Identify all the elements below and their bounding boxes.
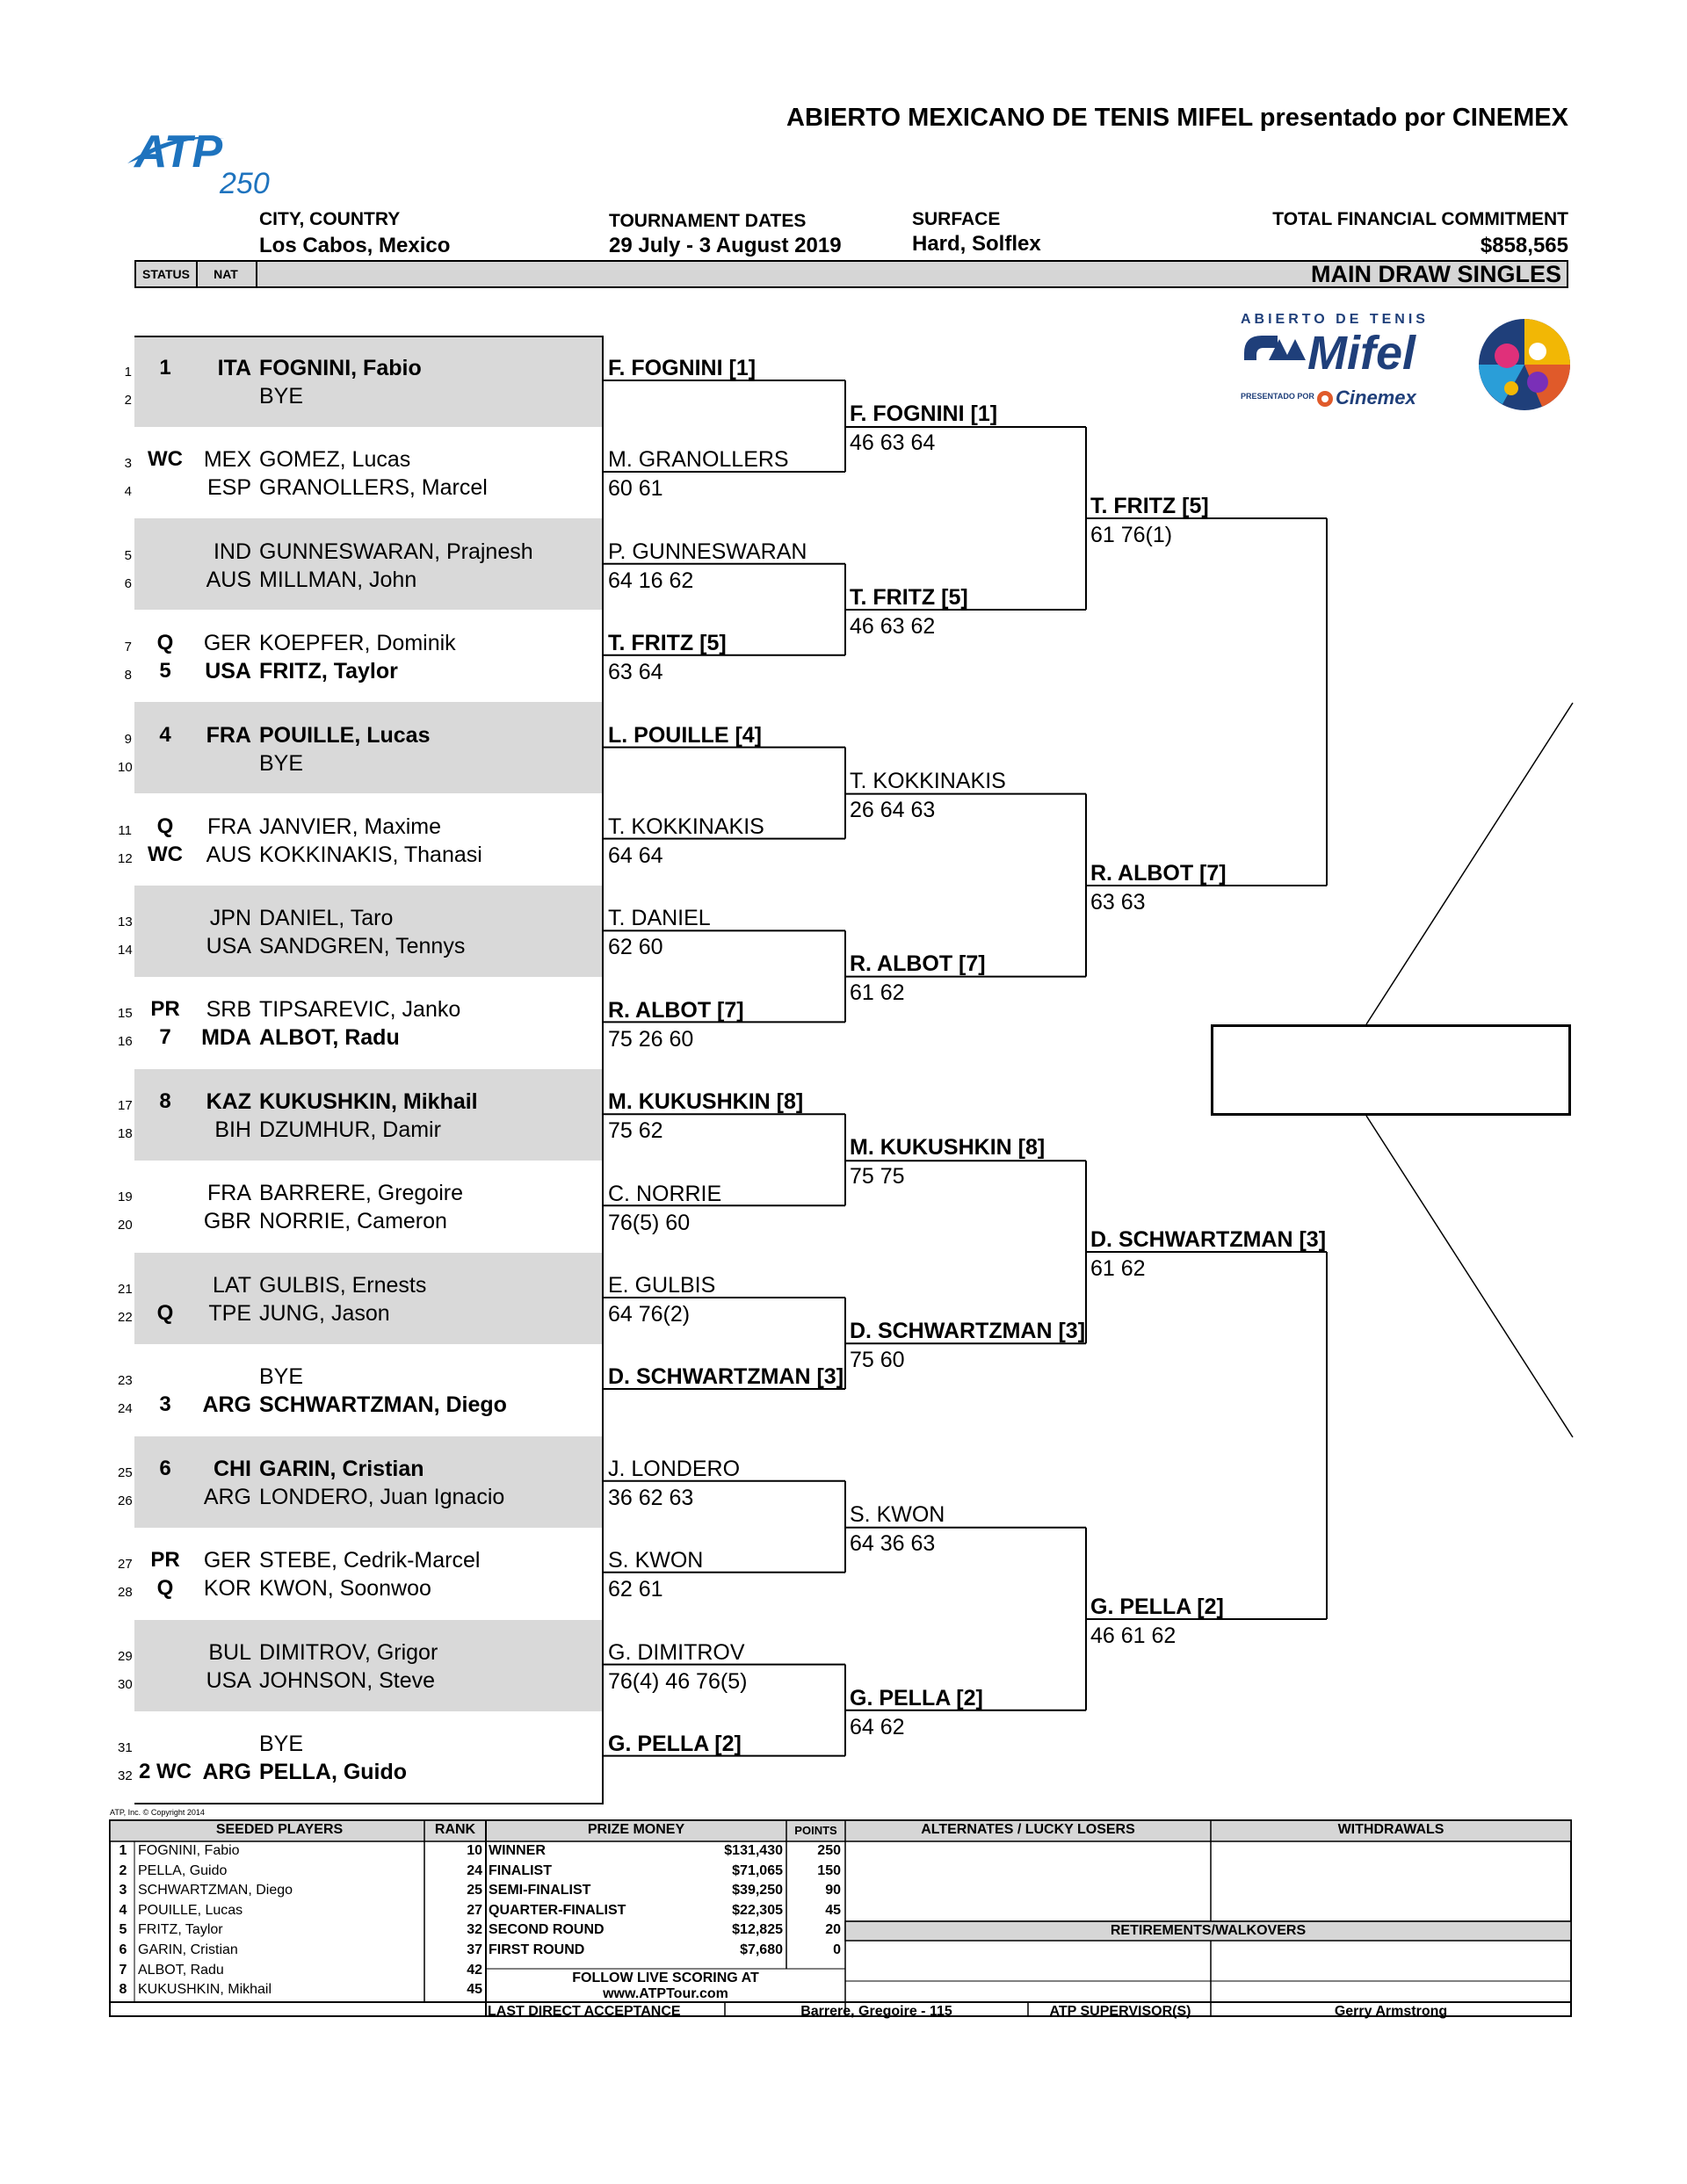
- prize-round: WINNER: [489, 1843, 546, 1858]
- player-name: GOMEZ, Lucas: [259, 447, 411, 472]
- prize-points: 45: [825, 1902, 841, 1918]
- r2-score: 61 62: [850, 980, 905, 1006]
- seed-player-name: PELLA, Guido: [138, 1862, 228, 1878]
- player-nat: USA: [206, 1667, 251, 1693]
- r2-score: 46 63 62: [850, 613, 936, 639]
- seed-rank: 27: [467, 1902, 482, 1918]
- draw-position: 8: [124, 667, 132, 683]
- player-nat: SRB: [206, 997, 251, 1023]
- prize-money: $39,250: [732, 1883, 783, 1898]
- draw-position: 18: [118, 1126, 133, 1142]
- draw-position: 7: [124, 639, 132, 654]
- draw-position: 24: [118, 1401, 133, 1416]
- player-nat: FRA: [207, 814, 251, 839]
- player-nat: FRA: [206, 722, 251, 748]
- player-name: BARRERE, Gregoire: [259, 1181, 464, 1206]
- player-name: GARIN, Cristian: [259, 1456, 424, 1481]
- prize-points: 0: [833, 1942, 841, 1957]
- r1-score: 63 64: [608, 660, 663, 685]
- player-name: TIPSAREVIC, Janko: [259, 997, 461, 1023]
- player-status: 7: [159, 1025, 171, 1050]
- player-name: KWON, Soonwoo: [259, 1575, 431, 1601]
- r2-winner: D. SCHWARTZMAN [3]: [850, 1319, 1086, 1343]
- r1-winner: R. ALBOT [7]: [608, 997, 744, 1023]
- r2-score: 26 64 63: [850, 797, 936, 822]
- player-nat: MEX: [203, 447, 251, 472]
- seed-number: 4: [119, 1902, 127, 1918]
- draw-position: 30: [118, 1676, 133, 1692]
- player-status: 6: [159, 1456, 171, 1480]
- draw-position: 32: [118, 1768, 133, 1783]
- player-name: NORRIE, Cameron: [259, 1209, 447, 1234]
- player-name: JANVIER, Maxime: [259, 814, 441, 839]
- r2-winner: M. KUKUSHKIN [8]: [850, 1135, 1046, 1161]
- draw-position: 23: [118, 1373, 133, 1388]
- player-nat: ITA: [217, 356, 251, 380]
- draw-position: 10: [118, 759, 133, 775]
- r1-winner: M. GRANOLLERS: [608, 447, 789, 473]
- player-name: PELLA, Guido: [259, 1759, 408, 1784]
- player-name: FOGNINI, Fabio: [259, 356, 422, 380]
- r2-winner: S. KWON: [850, 1501, 945, 1527]
- player-name: GUNNESWARAN, Prajnesh: [259, 539, 533, 564]
- seed-number: 8: [119, 1982, 127, 1998]
- r3-score: 63 63: [1090, 889, 1146, 915]
- draw-position: 25: [118, 1464, 133, 1480]
- r2-score: 75 60: [850, 1348, 905, 1372]
- draw-position: 28: [118, 1584, 133, 1600]
- draw-position: 27: [118, 1556, 133, 1572]
- seed-number: 6: [119, 1942, 127, 1957]
- r2-winner: F. FOGNINI [1]: [850, 401, 998, 426]
- seed-number: 5: [119, 1922, 127, 1938]
- seed-number: 2: [119, 1862, 127, 1878]
- city-label: CITY, COUNTRY: [259, 209, 401, 229]
- city-value: Los Cabos, Mexico: [259, 234, 451, 257]
- r1-winner: T. FRITZ [5]: [608, 631, 727, 656]
- r1-score: 60 61: [608, 476, 663, 502]
- player-status: PR: [150, 1547, 180, 1572]
- last-direct-acceptance-label: LAST DIRECT ACCEPTANCE: [488, 2004, 681, 2019]
- r2-score: 64 62: [850, 1714, 905, 1739]
- draw-position: 29: [118, 1648, 133, 1664]
- seed-player-name: FRITZ, Taylor: [138, 1922, 223, 1938]
- player-nat: JPN: [209, 906, 251, 931]
- seed-rank: 24: [467, 1862, 482, 1878]
- r1-winner: M. KUKUSHKIN [8]: [608, 1089, 804, 1115]
- r1-winner: S. KWON: [608, 1548, 704, 1573]
- r1-score: 76(5) 60: [608, 1210, 691, 1235]
- r1-score: 75 62: [608, 1118, 663, 1144]
- sponsor-brand: Mifel: [1307, 327, 1416, 380]
- player-nat: BUL: [208, 1639, 251, 1665]
- status-column-header: STATUS: [136, 262, 198, 286]
- draw-position: 9: [124, 731, 132, 747]
- draw-position: 16: [118, 1034, 133, 1050]
- r1-winner: T. KOKKINAKIS: [608, 814, 764, 839]
- player-name: LONDERO, Juan Ignacio: [259, 1484, 505, 1509]
- prize-money: $22,305: [732, 1902, 783, 1918]
- r1-winner: L. POUILLE [4]: [608, 722, 762, 748]
- player-nat: ESP: [206, 475, 251, 500]
- main-draw-singles-title: MAIN DRAW SINGLES: [1310, 261, 1561, 287]
- player-name: DIMITROV, Grigor: [259, 1639, 438, 1665]
- player-nat: GER: [203, 630, 251, 655]
- draw-position: 14: [118, 943, 133, 958]
- draw-position: 12: [118, 850, 133, 866]
- draw-position: 22: [118, 1310, 133, 1325]
- r1-score: 62 61: [608, 1577, 663, 1602]
- player-nat: KAZ: [206, 1089, 251, 1115]
- seed-player-name: SCHWARTZMAN, Diego: [138, 1883, 293, 1898]
- r2-winner: R. ALBOT [7]: [850, 951, 986, 977]
- player-nat: ARG: [202, 1759, 251, 1784]
- player-nat: TPE: [208, 1301, 251, 1326]
- seeded-players-header: SEEDED PLAYERS: [215, 1822, 344, 1837]
- prize-points: 20: [825, 1922, 841, 1938]
- dates-label: TOURNAMENT DATES: [609, 211, 807, 231]
- seed-rank: 37: [467, 1942, 482, 1957]
- prize-money: $71,065: [732, 1862, 783, 1878]
- player-name: JUNG, Jason: [259, 1301, 390, 1326]
- player-name: MILLMAN, John: [259, 567, 417, 592]
- follow-scoring-link[interactable]: www.ATPTour.com: [603, 1986, 728, 2001]
- draw-position: 15: [118, 1006, 133, 1022]
- withdrawals-header: WITHDRAWALS: [1337, 1822, 1444, 1837]
- draw-position: 19: [118, 1190, 133, 1205]
- player-status: 1: [159, 356, 171, 380]
- prize-round: FIRST ROUND: [489, 1942, 585, 1957]
- player-status: WC: [148, 447, 183, 471]
- player-nat: GER: [203, 1547, 251, 1573]
- player-status: 8: [159, 1089, 171, 1114]
- r1-score: 64 64: [608, 843, 663, 868]
- player-name: DANIEL, Taro: [259, 906, 394, 931]
- player-name: BYE: [259, 750, 304, 776]
- prize-money: $131,430: [724, 1843, 783, 1858]
- seed-player-name: POUILLE, Lucas: [138, 1902, 243, 1918]
- r3-winner: G. PELLA [2]: [1090, 1594, 1224, 1619]
- player-name: GULBIS, Ernests: [259, 1273, 427, 1298]
- draw-position: 11: [118, 822, 132, 838]
- draw-position: 4: [124, 484, 132, 499]
- player-status: 4: [159, 722, 171, 747]
- seed-player-name: GARIN, Cristian: [138, 1942, 238, 1957]
- r1-score: 62 60: [608, 935, 663, 960]
- draw-position: 2: [124, 393, 132, 408]
- player-name: BYE: [259, 1364, 304, 1389]
- commitment-value: $858,565: [1480, 234, 1568, 257]
- draw-position: 20: [118, 1218, 133, 1233]
- player-name: POUILLE, Lucas: [259, 722, 431, 748]
- draw-position: 26: [118, 1493, 133, 1508]
- r3-winner: T. FRITZ [5]: [1090, 494, 1209, 518]
- player-status: 3: [159, 1392, 171, 1416]
- svg-text:ATP: ATP: [134, 127, 223, 177]
- sponsor-presented: PRESENTADO POR: [1241, 392, 1314, 401]
- tournament-title: ABIERTO MEXICANO DE TENIS MIFEL presentado por CINEMEX: [786, 104, 1568, 132]
- player-nat: GBR: [203, 1209, 251, 1234]
- r3-winner: D. SCHWARTZMAN [3]: [1090, 1227, 1327, 1253]
- player-name: ALBOT, Radu: [259, 1025, 400, 1051]
- r1-winner: C. NORRIE: [608, 1181, 722, 1206]
- player-name: KOEPFER, Dominik: [259, 630, 456, 655]
- r3-score: 61 62: [1090, 1256, 1146, 1282]
- r1-score: 76(4) 46 76(5): [608, 1668, 748, 1694]
- draw-position: 13: [118, 915, 133, 930]
- draw-position: 6: [124, 575, 132, 591]
- seed-rank: 10: [467, 1843, 482, 1858]
- prize-round: FINALIST: [489, 1862, 552, 1878]
- prize-points: 90: [825, 1883, 841, 1898]
- seed-player-name: FOGNINI, Fabio: [138, 1843, 240, 1858]
- svg-text:250: 250: [220, 167, 270, 200]
- supervisor-value: Gerry Armstrong: [1334, 2004, 1448, 2019]
- player-nat: IND: [213, 539, 251, 564]
- draw-position: 5: [124, 547, 132, 563]
- r2-winner: T. FRITZ [5]: [850, 584, 968, 610]
- player-name: KOKKINAKIS, Thanasi: [259, 842, 482, 867]
- r1-winner: G. DIMITROV: [608, 1639, 745, 1665]
- r1-score: 64 76(2): [608, 1302, 691, 1327]
- player-nat: FRA: [207, 1181, 251, 1206]
- copyright: ATP, Inc. © Copyright 2014: [110, 1808, 205, 1817]
- nat-column-header: NAT: [196, 262, 257, 286]
- player-nat: USA: [206, 934, 251, 959]
- r1-score: 75 26 60: [608, 1026, 694, 1052]
- supervisor-label: ATP SUPERVISOR(S): [1049, 2004, 1191, 2019]
- sponsor-line1: ABIERTO DE TENIS: [1241, 312, 1429, 327]
- prize-money: $7,680: [740, 1942, 783, 1957]
- player-nat: LAT: [213, 1273, 251, 1298]
- seed-player-name: KUKUSHKIN, Mikhail: [138, 1982, 272, 1998]
- prize-round: QUARTER-FINALIST: [489, 1902, 626, 1918]
- r1-score: 64 16 62: [608, 568, 694, 593]
- prize-round: SECOND ROUND: [489, 1922, 605, 1938]
- player-status: WC: [148, 842, 183, 866]
- r1-winner: J. LONDERO: [608, 1456, 741, 1481]
- r2-score: 64 36 63: [850, 1530, 936, 1556]
- r3-score: 46 61 62: [1090, 1623, 1177, 1648]
- player-name: JOHNSON, Steve: [259, 1667, 436, 1693]
- player-status: Q: [156, 1575, 174, 1600]
- surface-label: SURFACE: [912, 209, 1001, 229]
- player-name: BYE: [259, 1731, 304, 1756]
- draw-position: 3: [124, 456, 132, 471]
- prize-points: 250: [817, 1843, 841, 1858]
- r2-score: 46 63 64: [850, 430, 936, 455]
- seed-player-name: ALBOT, Radu: [138, 1962, 224, 1978]
- follow-scoring-line1: FOLLOW LIVE SCORING AT: [572, 1971, 759, 1985]
- player-nat: KOR: [203, 1575, 251, 1601]
- player-status: Q: [156, 1301, 174, 1325]
- draw-position: 17: [118, 1098, 133, 1114]
- r3-score: 61 76(1): [1090, 523, 1173, 547]
- last-direct-acceptance-value: Barrere, Gregoire - 115: [800, 2004, 952, 2019]
- player-nat: AUS: [206, 567, 251, 592]
- draw-position: 1: [124, 365, 132, 380]
- seed-number: 7: [119, 1962, 127, 1978]
- player-name: DZUMHUR, Damir: [259, 1117, 441, 1143]
- player-name: STEBE, Cedrik-Marcel: [259, 1547, 481, 1573]
- r3-winner: R. ALBOT [7]: [1090, 860, 1227, 886]
- rank-header: RANK: [434, 1822, 476, 1837]
- player-status: 2 WC: [139, 1759, 192, 1783]
- seed-rank: 25: [467, 1883, 482, 1898]
- player-status: PR: [150, 997, 180, 1022]
- player-status: 5: [159, 658, 171, 683]
- retirements-header: RETIREMENTS/WALKOVERS: [1110, 1923, 1307, 1938]
- r2-score: 75 75: [850, 1164, 905, 1190]
- seed-rank: 32: [467, 1922, 482, 1938]
- points-header: POINTS: [794, 1824, 837, 1837]
- r1-winner: G. PELLA [2]: [608, 1732, 742, 1756]
- player-name: KUKUSHKIN, Mikhail: [259, 1089, 478, 1115]
- player-nat: BIH: [214, 1117, 251, 1143]
- r2-winner: G. PELLA [2]: [850, 1685, 983, 1710]
- player-status: Q: [156, 814, 174, 838]
- prize-points: 150: [817, 1862, 841, 1878]
- player-name: SANDGREN, Tennys: [259, 934, 466, 959]
- alternates-header: ALTERNATES / LUCKY LOSERS: [921, 1822, 1135, 1837]
- surface-value: Hard, Solflex: [912, 232, 1041, 256]
- r1-winner: E. GULBIS: [608, 1273, 716, 1298]
- player-nat: ARG: [202, 1392, 251, 1417]
- prize-money: $12,825: [732, 1922, 783, 1938]
- player-nat: ARG: [203, 1484, 251, 1509]
- seed-rank: 42: [467, 1962, 482, 1978]
- draw-position: 21: [118, 1282, 133, 1297]
- r2-winner: T. KOKKINAKIS: [850, 768, 1006, 793]
- draw-position: 31: [118, 1739, 133, 1755]
- prize-round: SEMI-FINALIST: [489, 1883, 591, 1898]
- player-name: FRITZ, Taylor: [259, 658, 398, 683]
- player-name: GRANOLLERS, Marcel: [259, 475, 488, 500]
- seed-number: 1: [119, 1843, 127, 1858]
- dates-value: 29 July - 3 August 2019: [609, 234, 842, 257]
- r1-winner: P. GUNNESWARAN: [608, 539, 807, 564]
- player-status: Q: [156, 630, 174, 654]
- r1-score: 36 62 63: [608, 1485, 694, 1510]
- player-name: BYE: [259, 384, 304, 409]
- seed-rank: 45: [467, 1982, 482, 1998]
- r1-winner: T. DANIEL: [608, 906, 711, 931]
- sponsor-cinemex: Cinemex: [1336, 387, 1416, 409]
- player-nat: MDA: [201, 1025, 251, 1051]
- player-name: SCHWARTZMAN, Diego: [259, 1392, 507, 1417]
- prize-money-header: PRIZE MONEY: [587, 1822, 685, 1837]
- commitment-label: TOTAL FINANCIAL COMMITMENT: [1272, 209, 1568, 229]
- player-nat: CHI: [213, 1456, 251, 1481]
- r1-winner: F. FOGNINI [1]: [608, 356, 757, 380]
- player-nat: AUS: [206, 842, 251, 867]
- r1-winner: D. SCHWARTZMAN [3]: [608, 1364, 844, 1390]
- player-nat: USA: [205, 658, 251, 683]
- seed-number: 3: [119, 1883, 127, 1898]
